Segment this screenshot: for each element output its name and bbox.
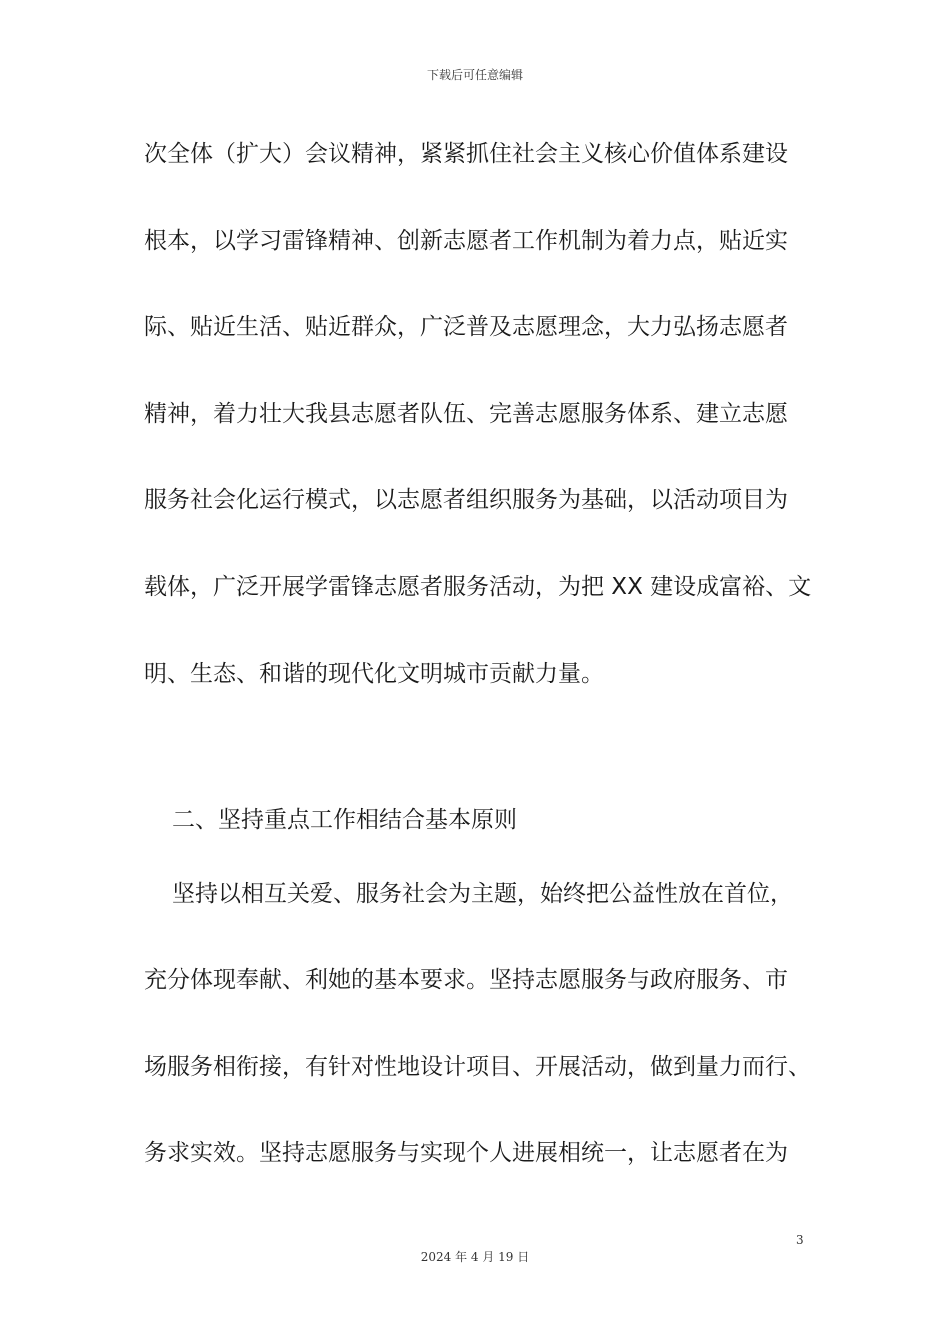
paragraph-line: 际、贴近生活、贴近群众，广泛普及志愿理念，大力弘扬志愿者 <box>144 314 788 340</box>
paragraph-line: 明、生态、和谐的现代化文明城市贡献力量。 <box>144 661 604 687</box>
paragraph-line: 次全体（扩大）会议精神，紧紧抓住社会主义核心价值体系建设 <box>144 141 788 167</box>
paragraph-line: 根本，以学习雷锋精神、创新志愿者工作机制为着力点，贴近实 <box>144 228 788 254</box>
paragraph-line: 充分体现奉献、利她的基本要求。坚持志愿服务与政府服务、市 <box>144 967 788 993</box>
paragraph-line: 精神，着力壮大我县志愿者队伍、完善志愿服务体系、建立志愿 <box>144 401 788 427</box>
header-note: 下载后可任意编辑 <box>426 68 523 82</box>
paragraph-line: 场服务相衔接，有针对性地设计项目、开展活动，做到量力而行、 <box>144 1054 811 1080</box>
paragraph-line: 载体，广泛开展学雷锋志愿者服务活动，为把 XX 建设成富裕、文 <box>144 574 812 600</box>
paragraph-line: 服务社会化运行模式，以志愿者组织服务为基础，以活动项目为 <box>144 487 788 513</box>
section-heading: 二、坚持重点工作相结合基本原则 <box>172 807 517 833</box>
page-number: 3 <box>796 1233 804 1247</box>
paragraph-line: 坚持以相互关爱、服务社会为主题，始终把公益性放在首位， <box>172 881 793 907</box>
footer-date: 2024 年 4 月 19 日 <box>420 1250 530 1264</box>
paragraph-line: 务求实效。坚持志愿服务与实现个人进展相统一，让志愿者在为 <box>144 1140 788 1166</box>
